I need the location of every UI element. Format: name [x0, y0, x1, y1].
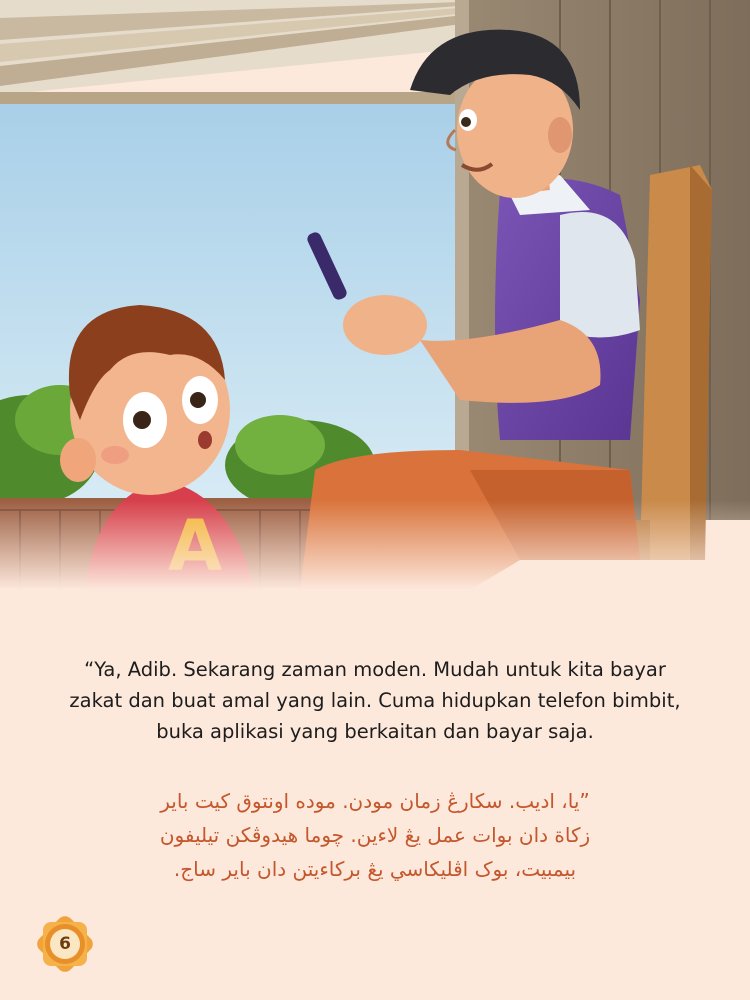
story-text-jawi: [40, 784, 710, 886]
jawi-line: بيمبيت، بوک اڤليکاسي يڠ برکاءيتن دان باير ساج.: [173, 857, 577, 881]
page-number-badge: [33, 912, 97, 976]
page-number: 6: [59, 934, 71, 954]
latin-line: zakat dan buat amal yang lain. Cuma hidupkan telefon bimbit,: [69, 689, 681, 712]
story-text-latin: [40, 654, 710, 747]
latin-line: “Ya, Adib. Sekarang zaman moden. Mudah untuk kita bayar: [84, 658, 666, 681]
jawi-line: زکاة دان بوات عمل يڠ لاءين. چوما هيدوڤکن تيليفون: [159, 823, 591, 847]
latin-line: buka aplikasi yang berkaitan dan bayar saja.: [156, 720, 594, 743]
jawi-line: ”يا، اديب. سکارڠ زمان مودن. موده اونتوق کيت باير: [160, 789, 590, 813]
